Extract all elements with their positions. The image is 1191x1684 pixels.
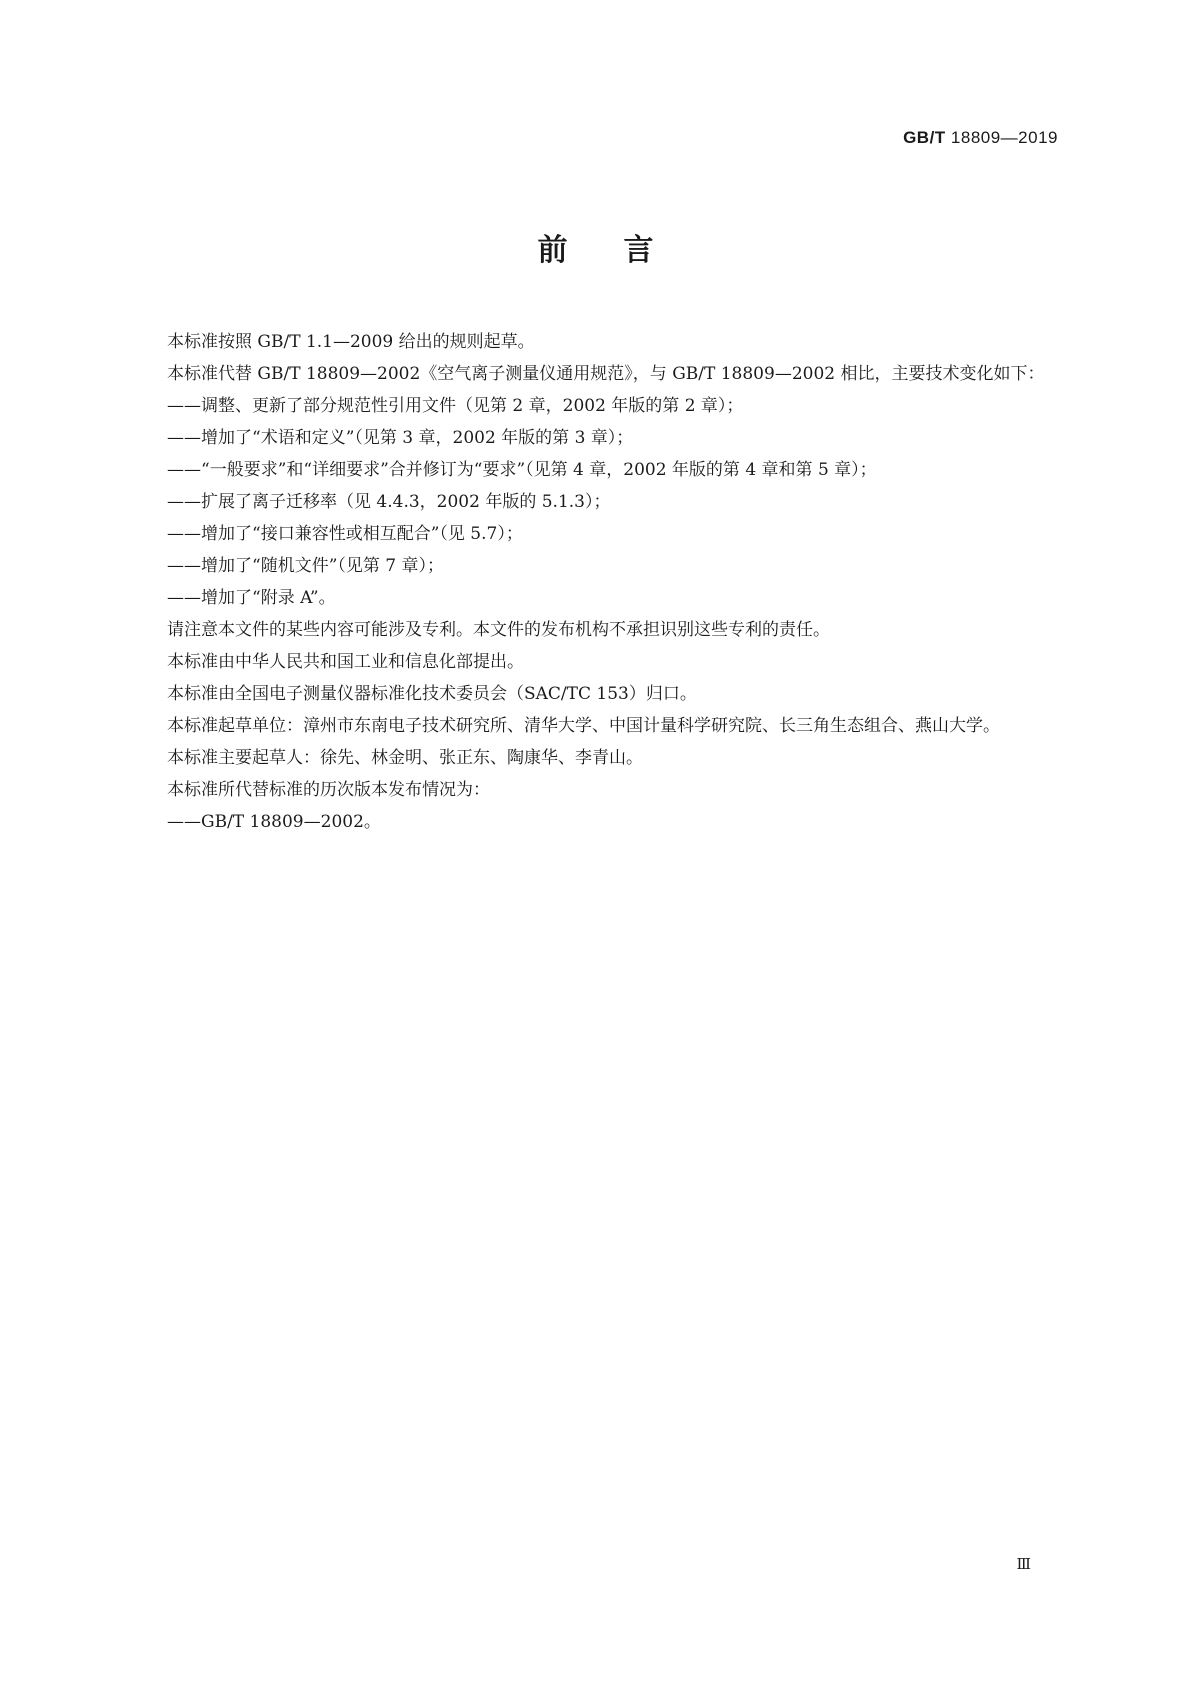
change-item: ——增加了“附录 A”。 xyxy=(167,588,336,608)
change-item: ——“一般要求”和“详细要求”合并修订为“要求”（见第 4 章，2002 年版的第 4 章和第 5 章）； xyxy=(167,460,877,480)
page-title: 前言 xyxy=(537,233,710,268)
paragraph-replacement: 本标准代替 GB/T 18809—2002《空气离子测量仪通用规范》，与 GB/T 18809—2002 相比，主要技术变化如下： xyxy=(167,364,1045,384)
paragraph-drafters: 本标准主要起草人：徐先、林金明、张正东、陶康华、李青山。 xyxy=(167,748,643,768)
change-item: ——扩展了离子迁移率（见 4.4.3，2002 年版的 5.1.3）； xyxy=(167,492,611,512)
paragraph-proposer: 本标准由中华人民共和国工业和信息化部提出。 xyxy=(167,652,524,672)
page-number: Ⅲ xyxy=(1016,1555,1031,1573)
paragraph-committee: 本标准由全国电子测量仪器标准化技术委员会（SAC/TC 153）归口。 xyxy=(167,684,697,704)
foreword-body xyxy=(133,326,1063,838)
change-item: ——调整、更新了部分规范性引用文件（见第 2 章，2002 年版的第 2 章）； xyxy=(167,396,744,416)
standard-code xyxy=(903,128,1058,148)
change-item: ——增加了“接口兼容性或相互配合”（见 5.7）； xyxy=(167,524,523,544)
change-item: ——增加了“术语和定义”（见第 3 章，2002 年版的第 3 章）； xyxy=(167,428,634,448)
standard-code-prefix: GB/T xyxy=(903,128,946,147)
paragraph-drafting-rules: 本标准按照 GB/T 1.1—2009 给出的规则起草。 xyxy=(167,332,535,352)
paragraph-drafting-units: 本标准起草单位：漳州市东南电子技术研究所、清华大学、中国计量科学研究院、长三角生态组合、燕山大学。 xyxy=(167,716,1000,736)
change-item: ——增加了“随机文件”（见第 7 章）； xyxy=(167,556,445,576)
paragraph-patent-notice: 请注意本文件的某些内容可能涉及专利。本文件的发布机构不承担识别这些专利的责任。 xyxy=(167,620,830,640)
paragraph-history: 本标准所代替标准的历次版本发布情况为： xyxy=(167,780,490,800)
history-item: ——GB/T 18809—2002。 xyxy=(167,812,381,832)
standard-code-number: 18809—2019 xyxy=(950,128,1058,147)
